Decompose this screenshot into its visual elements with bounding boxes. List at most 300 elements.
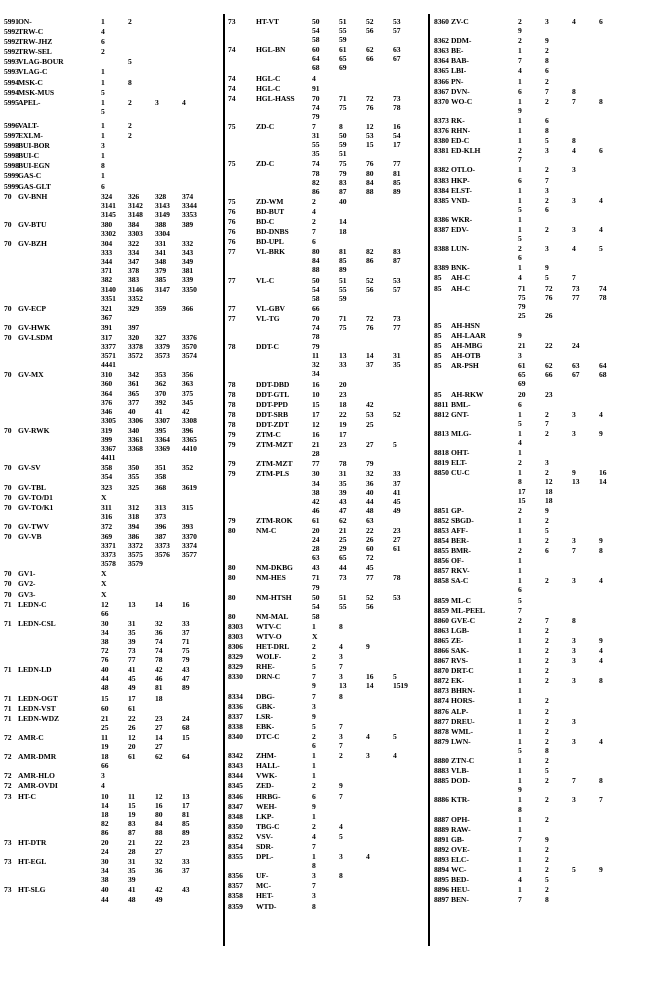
- entry-number: 58: [312, 35, 320, 45]
- entry-number: 47: [182, 674, 190, 684]
- entry-name: LBI-: [451, 66, 467, 76]
- entry-code: 8376: [434, 126, 449, 136]
- index-entry: [4, 857, 222, 884]
- entry-number: 319: [101, 425, 113, 435]
- entry-code: 73: [4, 837, 12, 847]
- entry-number: 2: [312, 781, 316, 791]
- entry-number: 84: [366, 177, 374, 187]
- entry-number: 6: [518, 253, 522, 263]
- entry-number: 2: [312, 196, 316, 206]
- entry-number: 76: [101, 655, 109, 665]
- number-line: [312, 573, 426, 582]
- entry-number: 52: [366, 275, 374, 285]
- entry-number: 33: [182, 618, 190, 628]
- entry-number: 6: [101, 181, 105, 191]
- number-line: [101, 828, 222, 837]
- entry-name: GV-BZH: [18, 239, 47, 249]
- entry-name: GV-VB: [18, 531, 42, 541]
- entry-number: 3: [572, 428, 576, 438]
- number-line: [312, 553, 426, 562]
- entry-code: 70: [4, 219, 12, 229]
- number-line: [312, 197, 426, 206]
- entry-number: 8: [101, 161, 105, 171]
- entry-name: BE-: [451, 46, 464, 56]
- index-entry: [434, 835, 652, 844]
- entry-number: 4: [599, 409, 603, 419]
- number-line: [312, 430, 426, 439]
- number-line: [312, 842, 426, 851]
- number-line: [312, 159, 426, 168]
- index-entry: [434, 727, 652, 736]
- entry-name: ZTM-MZT: [256, 459, 293, 469]
- entry-number: 16: [366, 672, 374, 682]
- entry-number: 2: [128, 17, 132, 26]
- entry-number: 381: [182, 266, 194, 276]
- number-line: [101, 714, 222, 723]
- entry-number: 7: [518, 834, 522, 844]
- entry-code: 8357: [228, 881, 243, 891]
- entry-code: 8855: [434, 546, 449, 556]
- number-line: [518, 825, 652, 834]
- number-line: [312, 420, 426, 429]
- entry-number: 377: [128, 397, 140, 407]
- index-entry: [434, 885, 652, 894]
- entry-number: 9: [599, 428, 603, 438]
- entry-number: 3: [339, 731, 343, 741]
- number-line: [312, 410, 426, 419]
- entry-code: 8867: [434, 656, 449, 666]
- entry-number: 8: [599, 676, 603, 686]
- entry-code: 8367: [434, 86, 449, 96]
- number-line: [518, 438, 652, 447]
- entry-name: VL-GBV: [256, 303, 285, 313]
- index-entry: [434, 56, 652, 65]
- entry-number: 1: [312, 771, 316, 781]
- number-line: [101, 665, 222, 674]
- entry-name: RVS-: [451, 656, 469, 666]
- entry-number: 2: [312, 216, 316, 226]
- entry-code: 8854: [434, 535, 449, 545]
- entry-name: CU-C: [451, 468, 470, 478]
- entry-code: 78: [228, 342, 236, 352]
- index-entry: [228, 469, 426, 514]
- entry-name: BHRN-: [451, 686, 475, 696]
- entry-code: 74: [228, 93, 236, 103]
- number-line: [312, 822, 426, 831]
- entry-number: 75: [339, 159, 347, 169]
- entry-number: 393: [182, 521, 194, 531]
- number-line: [101, 275, 222, 284]
- number-line: [101, 141, 222, 150]
- number-line: [312, 479, 426, 488]
- number-line: [518, 36, 652, 45]
- entry-number: 73: [128, 646, 136, 656]
- entry-number: 18: [545, 495, 553, 505]
- entry-number: 324: [101, 191, 113, 201]
- entry-name: EXLM-: [18, 131, 43, 141]
- number-line: [312, 187, 426, 196]
- entry-code: 77: [228, 313, 236, 323]
- entry-code: 8303: [228, 621, 243, 631]
- entry-number: 59: [339, 293, 347, 303]
- entry-number: 15: [518, 495, 526, 505]
- entry-number: 3573: [155, 351, 170, 361]
- number-line: [312, 802, 426, 811]
- entry-name: GV-SV: [18, 463, 41, 473]
- index-entry: [434, 331, 652, 340]
- entry-number: 356: [182, 370, 194, 380]
- entry-number: 34: [312, 369, 320, 379]
- entry-number: 1: [518, 214, 522, 224]
- entry-number: 43: [339, 496, 347, 506]
- entry-number: 62: [339, 515, 347, 525]
- entry-code: 8856: [434, 556, 449, 566]
- entry-code: 5994: [4, 87, 19, 97]
- entry-number: 25: [339, 535, 347, 545]
- entry-number: 42: [155, 665, 163, 675]
- index-entry: [228, 692, 426, 701]
- entry-number: 4: [312, 831, 316, 841]
- number-line: [312, 881, 426, 890]
- number-line: [518, 477, 652, 486]
- entry-code: 71: [4, 693, 12, 703]
- number-line: [518, 596, 652, 605]
- entry-number: 49: [128, 683, 136, 693]
- number-line: [518, 626, 652, 635]
- entry-number: 2: [518, 505, 522, 515]
- entry-number: 27: [155, 847, 163, 857]
- number-line: [518, 429, 652, 438]
- number-line: [101, 512, 222, 521]
- entry-name: DDT-DBD: [256, 379, 290, 389]
- entry-number: 89: [339, 265, 347, 275]
- entry-number: 4: [599, 576, 603, 586]
- entry-number: 2: [545, 428, 549, 438]
- entry-number: 1: [518, 736, 522, 746]
- index-entry: [434, 17, 652, 35]
- entry-code: 79: [228, 440, 236, 450]
- entry-number: 12: [155, 791, 163, 801]
- index-entry: [434, 400, 652, 409]
- entry-code: 8885: [434, 776, 449, 786]
- entry-number: 51: [339, 275, 347, 285]
- entry-number: 1: [518, 854, 522, 864]
- entry-number: 317: [101, 333, 113, 342]
- entry-number: 53: [393, 592, 401, 602]
- entry-number: 64: [182, 752, 190, 762]
- entry-number: 5: [572, 865, 576, 875]
- entry-number: 3364: [155, 435, 170, 445]
- number-line: [312, 17, 426, 26]
- entry-number: 4: [518, 438, 522, 448]
- entry-name: WTV-C: [256, 621, 282, 631]
- entry-number: 3: [545, 185, 549, 195]
- entry-number: 8: [599, 776, 603, 786]
- entry-number: 3: [339, 652, 343, 662]
- entry-number: 3306: [128, 415, 143, 425]
- index-entry: [434, 855, 652, 864]
- entry-number: 17: [182, 800, 190, 810]
- number-line: [518, 165, 652, 174]
- number-line: [312, 276, 426, 285]
- number-line: [312, 871, 426, 880]
- entry-number: 40: [128, 406, 136, 416]
- entry-code: 8897: [434, 895, 449, 905]
- index-entry: [228, 593, 426, 611]
- entry-code: 8363: [434, 46, 449, 56]
- entry-number: 71: [339, 93, 347, 103]
- entry-number: 368: [155, 482, 167, 492]
- index-entry: [228, 751, 426, 760]
- index-entry: [434, 875, 652, 884]
- entry-number: 52: [366, 17, 374, 26]
- number-line: [312, 459, 426, 468]
- index-entry: [434, 606, 652, 615]
- number-line: [312, 45, 426, 54]
- entry-code: 8813: [434, 428, 449, 438]
- index-entry: [434, 666, 652, 675]
- entry-number: 5: [101, 106, 105, 116]
- entry-number: 77: [393, 159, 401, 169]
- entry-name: DRN-C: [256, 672, 280, 682]
- number-line: [518, 56, 652, 65]
- entry-number: 389: [182, 219, 194, 229]
- number-line: [312, 469, 426, 478]
- index-entry: [4, 665, 222, 692]
- entry-number: 22: [339, 409, 347, 419]
- index-entry: [228, 197, 426, 206]
- entry-number: 8: [312, 861, 316, 871]
- entry-code: 85: [434, 389, 442, 399]
- index-entry: [4, 37, 222, 46]
- index-entry: [434, 526, 652, 535]
- entry-number: 43: [182, 665, 190, 675]
- number-line: [518, 566, 652, 575]
- entry-number: 9: [518, 26, 522, 36]
- entry-number: 74: [599, 283, 607, 293]
- entry-number: 8: [599, 546, 603, 556]
- index-entry: [4, 171, 222, 180]
- entry-code: 8356: [228, 871, 243, 881]
- index-entry: [228, 84, 426, 93]
- index-entry: [228, 702, 426, 711]
- entry-number: 2: [545, 716, 549, 726]
- number-line: [101, 838, 222, 847]
- entry-code: 8886: [434, 795, 449, 805]
- entry-number: 3: [572, 409, 576, 419]
- number-line: [312, 178, 426, 187]
- entry-code: 8352: [228, 831, 243, 841]
- entry-number: 8: [572, 136, 576, 146]
- entry-name: HEU-: [451, 885, 470, 895]
- index-entry: [228, 852, 426, 870]
- index-entry: [4, 333, 222, 369]
- entry-number: 327: [155, 333, 167, 342]
- entry-number: 54: [312, 601, 320, 611]
- entry-code: 70: [4, 463, 12, 473]
- entry-code: 8818: [434, 448, 449, 458]
- entry-number: 66: [101, 608, 109, 618]
- index-entry: [434, 116, 652, 125]
- index-entry: [434, 795, 652, 813]
- index-entry: [434, 776, 652, 794]
- entry-number: 3: [572, 165, 576, 175]
- entry-number: 61: [128, 703, 136, 713]
- entry-number: 18: [339, 227, 347, 237]
- index-entry: [434, 616, 652, 625]
- entry-number: 5: [599, 244, 603, 254]
- entry-name: HORS-: [451, 696, 475, 706]
- number-line: [101, 389, 222, 398]
- entry-number: 48: [101, 683, 109, 693]
- entry-number: 57: [393, 284, 401, 294]
- index-entry: [434, 717, 652, 726]
- number-line: [518, 87, 652, 96]
- entry-number: 79: [339, 168, 347, 178]
- entry-number: 60: [312, 45, 320, 55]
- entry-number: 55: [339, 284, 347, 294]
- index-entry: [434, 707, 652, 716]
- number-line: [518, 293, 652, 302]
- entry-number: 47: [339, 505, 347, 515]
- entry-number: 27: [366, 440, 374, 450]
- entry-number: 3: [366, 751, 370, 761]
- entry-code: 70: [4, 322, 12, 332]
- entry-number: 3378: [128, 342, 143, 352]
- entry-name: SAK-: [451, 646, 469, 655]
- index-entry: [228, 761, 426, 770]
- entry-number: 44: [101, 894, 109, 904]
- entry-number: 72: [366, 93, 374, 103]
- entry-name: RAW-: [451, 824, 471, 834]
- index-entry: [228, 881, 426, 890]
- entry-number: 78: [155, 655, 163, 665]
- entry-number: 43: [182, 885, 190, 895]
- index-entry: [4, 78, 222, 87]
- entry-number: 79: [312, 342, 320, 352]
- entry-number: 63: [366, 515, 374, 525]
- entry-number: 7: [572, 546, 576, 556]
- number-line: [518, 97, 652, 106]
- entry-code: 8891: [434, 834, 449, 844]
- entry-number: 3303: [128, 228, 143, 238]
- entry-number: 3571: [101, 351, 116, 361]
- entry-number: 2: [312, 731, 316, 741]
- number-line: [518, 656, 652, 665]
- index-entry: [228, 304, 426, 313]
- entry-name: HGL-C: [256, 73, 281, 83]
- entry-number: 54: [393, 131, 401, 141]
- entry-number: X: [101, 589, 107, 599]
- entry-name: VWK-: [256, 771, 278, 781]
- entry-name: GV3-: [18, 589, 36, 599]
- entry-number: 386: [128, 531, 140, 541]
- entry-number: 39: [128, 637, 136, 646]
- entry-code: 8896: [434, 885, 449, 895]
- number-line: [312, 526, 426, 535]
- entry-number: 3140: [101, 284, 116, 294]
- entry-name: APEL-: [18, 97, 41, 107]
- index-entry: [434, 410, 652, 428]
- entry-number: 364: [101, 388, 113, 398]
- number-line: [518, 419, 652, 428]
- entry-name: WKR-: [451, 214, 473, 224]
- entry-number: 5: [545, 875, 549, 885]
- entry-number: 61: [393, 544, 401, 554]
- entry-number: 2: [545, 776, 549, 786]
- entry-number: 37: [182, 627, 190, 637]
- entry-number: 1: [518, 96, 522, 106]
- entry-number: 3: [545, 17, 549, 26]
- entry-number: 331: [155, 239, 167, 249]
- entry-number: 313: [155, 502, 167, 512]
- entry-number: 77: [572, 292, 580, 302]
- entry-number: 73: [572, 283, 580, 293]
- entry-number: 78: [599, 292, 607, 302]
- index-entry: [434, 196, 652, 214]
- entry-number: 9: [545, 36, 549, 46]
- entry-number: 7: [545, 615, 549, 625]
- entry-number: 334: [128, 248, 140, 258]
- entry-name: AMR-OVDI: [18, 781, 58, 791]
- number-line: [312, 294, 426, 303]
- entry-number: 3141: [101, 200, 116, 210]
- entry-number: 3373: [155, 541, 170, 551]
- entry-name: AH-HSN: [451, 320, 480, 330]
- entry-number: 5: [545, 136, 549, 146]
- entry-code: 85: [434, 361, 442, 371]
- entry-name: ML-PEEL: [451, 605, 485, 615]
- index-entry: [4, 220, 222, 238]
- index-entry: [228, 781, 426, 790]
- entry-code: 79: [228, 430, 236, 440]
- entry-code: 8336: [228, 701, 243, 711]
- entry-number: 82: [312, 177, 320, 187]
- entry-name: GV-BNH: [18, 191, 48, 201]
- number-line: [101, 370, 222, 379]
- entry-number: 88: [366, 186, 374, 196]
- number-line: [312, 612, 426, 621]
- entry-number: 5: [518, 204, 522, 214]
- index-entry: [4, 88, 222, 97]
- number-line: [101, 171, 222, 180]
- index-entry: [4, 370, 222, 425]
- entry-code: 8859: [434, 605, 449, 615]
- entry-number: 37: [366, 360, 374, 370]
- entry-number: X: [101, 569, 107, 579]
- entry-number: 70: [312, 313, 320, 323]
- entry-number: 7: [312, 841, 316, 851]
- entry-number: 54: [312, 26, 320, 36]
- entry-number: 3: [518, 351, 522, 361]
- index-entry: [434, 656, 652, 665]
- entry-number: 384: [128, 219, 140, 229]
- index-entry: [228, 45, 426, 72]
- entry-code: 76: [228, 206, 236, 216]
- entry-number: 50: [312, 592, 320, 602]
- entry-number: 7: [312, 227, 316, 237]
- entry-number: 3: [572, 195, 576, 205]
- entry-number: 58: [312, 611, 320, 621]
- number-line: [312, 832, 426, 841]
- index-entry: [434, 825, 652, 834]
- entry-number: 6: [101, 37, 105, 47]
- entry-name: GV-MX: [18, 370, 44, 380]
- entry-number: 30: [101, 857, 109, 867]
- entry-number: 7: [312, 691, 316, 701]
- entry-number: 2: [545, 656, 549, 666]
- entry-number: 8: [545, 126, 549, 136]
